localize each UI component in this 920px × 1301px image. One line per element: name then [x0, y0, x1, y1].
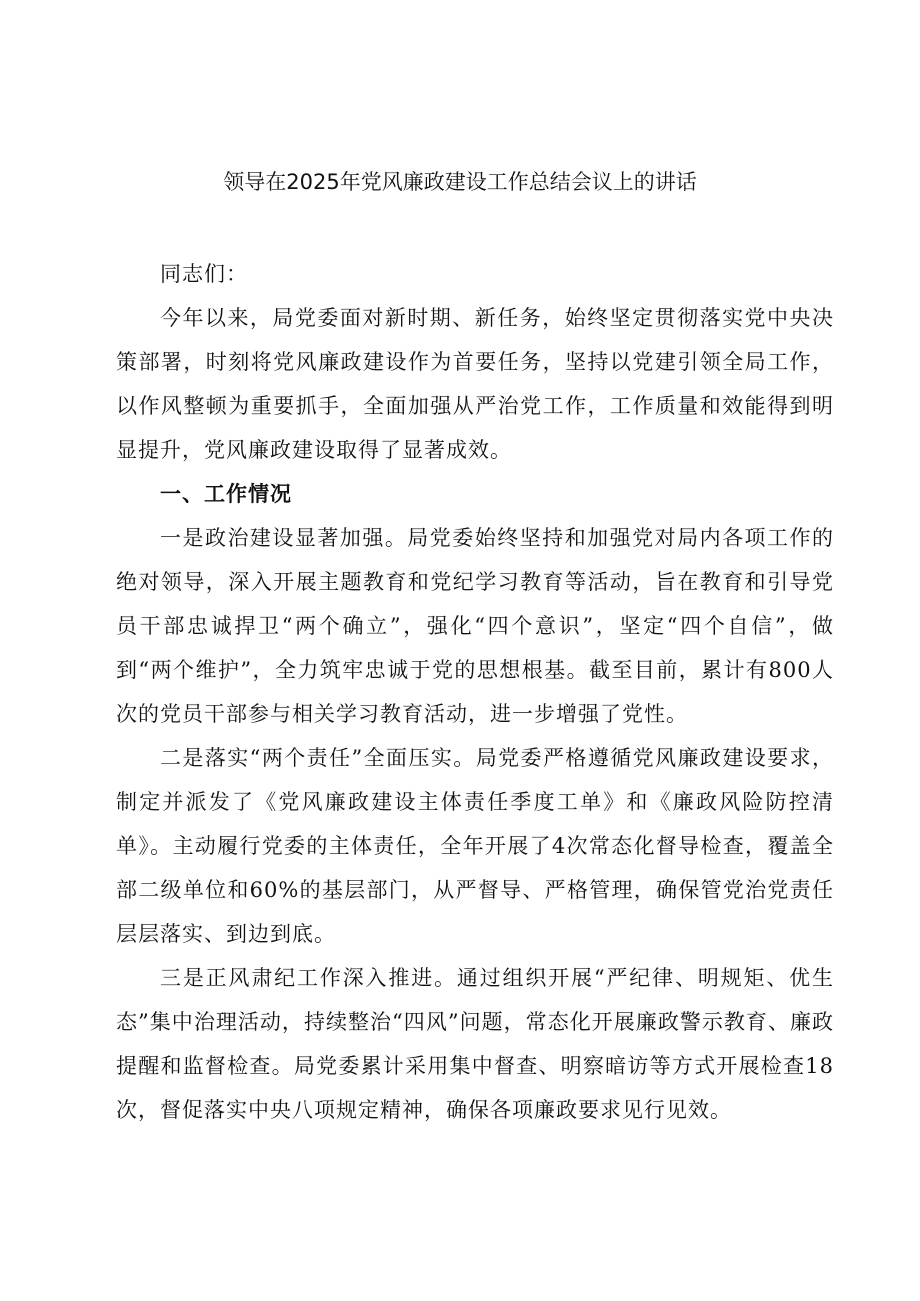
document-body	[116, 252, 834, 1132]
paragraph-political-construction: 一是政治建设显著加强。局党委始终坚持和加强党对局内各项工作的绝对领导，深入开展主题教育和党纪学习教育等活动，旨在教育和引导党员干部忠诚捍卫“两个确立”，强化“四个意识”，坚定“四个自信”，做到“两个维护”，全力筑牢忠诚于党的思想根基。截至目前，累计有800人次的党员干部参与相关学习教育活动，进一步增强了党性。	[116, 526, 834, 726]
paragraph-discipline-rectification: 三是正风肃纪工作深入推进。通过组织开展“严纪律、明规矩、优生态”集中治理活动，持续整治“四风”问题，常态化开展廉政警示教育、廉政提醒和监督检查。局党委累计采用集中督查、明察暗访等方式开展检查18次，督促落实中央八项规定精神，确保各项廉政要求见行见效。	[116, 966, 834, 1122]
document-title: 领导在2025年党风廉政建设工作总结会议上的讲话	[223, 170, 697, 194]
section-heading: 一、工作情况	[160, 482, 292, 506]
intro-paragraph: 今年以来，局党委面对新时期、新任务，始终坚定贯彻落实党中央决策部署，时刻将党风廉政建设作为首要任务，坚持以党建引领全局工作，以作风整顿为重要抓手，全面加强从严治党工作，工作质量和效能得到明显提升，党风廉政建设取得了显著成效。	[116, 306, 834, 462]
salutation: 同志们：	[160, 262, 248, 286]
paragraph-two-responsibilities: 二是落实“两个责任”全面压实。局党委严格遵循党风廉政建设要求，制定并派发了《党风廉政建设主体责任季度工单》和《廉政风险防控清单》。主动履行党委的主体责任，全年开展了4次常态化督导检查，覆盖全部二级单位和60%的基层部门，从严督导、严格管理，确保管党治党责任层层落实、到边到底。	[116, 746, 834, 946]
